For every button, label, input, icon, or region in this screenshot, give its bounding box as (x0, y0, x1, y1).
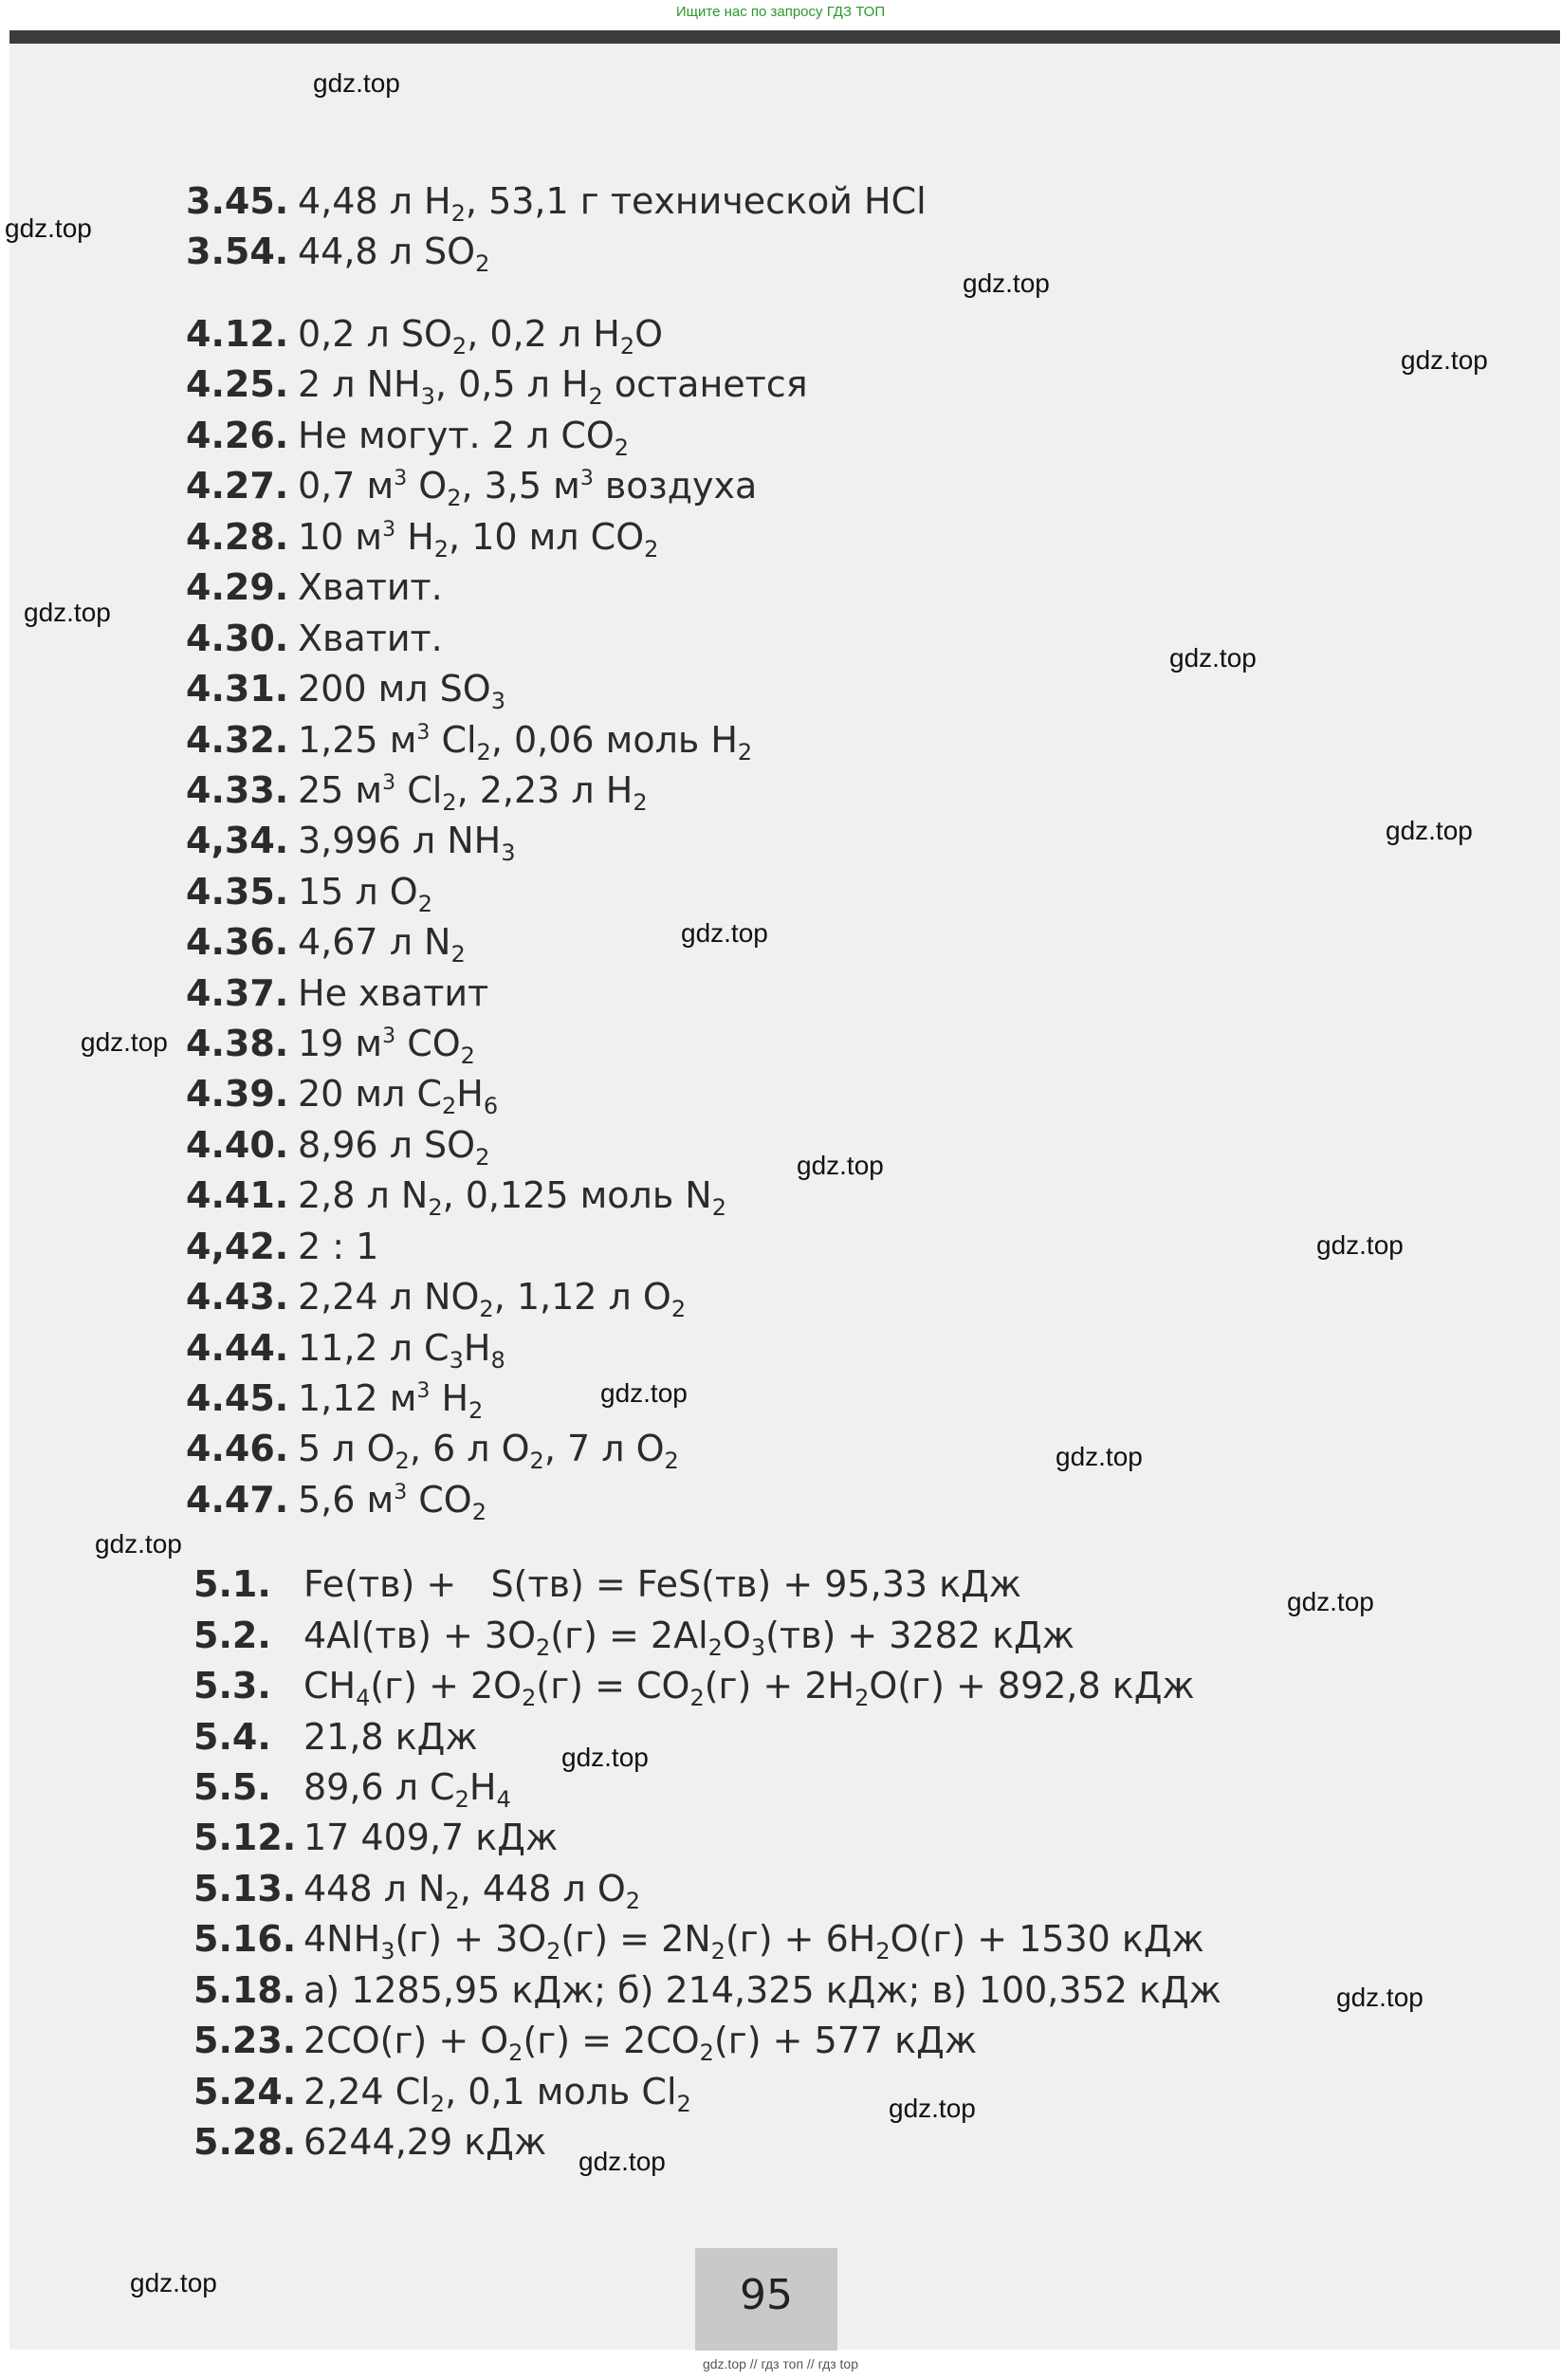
answer-text: 5,6 $м^3$ $CO_2$ (298, 1479, 487, 1525)
answer-number: 5.1. (193, 1563, 271, 1605)
answer-text: а) 1285,95 кДж; б) 214,325 кДж; в) 100,352 кДж (303, 1969, 1221, 2011)
answer-text: 1,25 $м^3$ $Cl_2$, 0,06 моль $H_2$ (298, 719, 753, 766)
answer-row (193, 2020, 978, 2066)
answer-number: 4.44. (186, 1327, 289, 1369)
answer-number: 4.38. (186, 1023, 289, 1064)
watermark-text: gdz.top (1169, 643, 1257, 673)
watermark-text: gdz.top (313, 68, 400, 98)
answer-text: 3,996 л $NH_3$ (298, 820, 516, 866)
watermark-text: gdz.top (24, 598, 111, 627)
answer-number: 4.36. (186, 921, 289, 963)
answer-row (186, 668, 505, 714)
watermark-text: gdz.top (578, 2147, 666, 2176)
answer-row (193, 1716, 478, 1758)
header-note: Ищите нас по запросу ГДЗ ТОП (675, 4, 886, 20)
answer-row (186, 1023, 475, 1069)
answer-number: 4.30. (186, 618, 289, 659)
watermark-text: gdz.top (889, 2094, 976, 2123)
answer-row (193, 1918, 1204, 1965)
answer-row (186, 719, 753, 766)
footer-note: gdz.top // гдз топ // гдз top (702, 2356, 859, 2371)
answer-row (186, 871, 432, 917)
watermark-text: gdz.top (963, 268, 1050, 298)
answer-row (193, 1868, 641, 1914)
answer-text: Fe(тв) + S(тв) = FeS(тв) + 95,33 кДж (303, 1563, 1021, 1605)
answer-text: Не хватит (298, 972, 489, 1014)
watermark-text: gdz.top (81, 1027, 168, 1057)
answer-text: 1,12 $м^3$ $H_2$ (298, 1377, 484, 1424)
answer-row (186, 820, 516, 866)
watermark-text: gdz.top (797, 1151, 884, 1180)
watermark-text: gdz.top (1287, 1587, 1374, 1616)
answer-row (186, 516, 659, 563)
answer-number: 4.43. (186, 1276, 289, 1318)
answer-row (186, 566, 443, 608)
answer-number: 5.18. (193, 1969, 297, 2011)
answer-row (186, 415, 630, 461)
answer-text: $4Al(тв) + 3O_2(г) = 2Al_2O_3(тв) + 3282$ кДж (303, 1614, 1074, 1661)
answer-text: 4,48 л $H_2$, 53,1 г технической HCl (298, 180, 927, 227)
answer-text: 6244,29 кДж (303, 2121, 547, 2163)
answer-text: 8,96 л $SO_2$ (298, 1124, 490, 1171)
answer-row (186, 363, 808, 410)
answer-text: 15 л $O_2$ (298, 871, 432, 917)
watermark-text: gdz.top (1316, 1230, 1404, 1260)
answer-row (186, 1479, 487, 1525)
answer-number: 5.12. (193, 1817, 297, 1858)
answer-number: 5.23. (193, 2020, 297, 2061)
answer-row (193, 1766, 511, 1813)
answer-row (193, 2071, 691, 2117)
answer-row (193, 2121, 546, 2163)
answer-number: 4,42. (186, 1226, 289, 1267)
page-number: 95 (740, 2271, 793, 2319)
answer-number: 4.12. (186, 313, 289, 355)
watermark-text: gdz.top (130, 2268, 217, 2297)
answer-number: 5.5. (193, 1766, 271, 1808)
answer-row (186, 231, 490, 277)
answer-text: 0,7 $м^3$ $O_2$, 3,5 $м^3$ воздуха (298, 465, 758, 511)
answer-number: 4.27. (186, 465, 289, 507)
answer-text: Хватит. (298, 566, 443, 608)
answer-number: 4.31. (186, 668, 289, 710)
answer-row (186, 1377, 484, 1424)
answer-text: 4,67 л $N_2$ (298, 921, 466, 968)
answer-text: 20 мл $C_2H_6$ (298, 1073, 499, 1119)
answer-number: 4.40. (186, 1124, 289, 1166)
answer-text: 19 $м^3$ $CO_2$ (298, 1023, 475, 1069)
answer-number: 4,34. (186, 820, 289, 861)
answer-row (186, 921, 466, 968)
answer-row (186, 180, 927, 227)
answer-number: 4.29. (186, 566, 289, 608)
answer-text: 10 $м^3$ $H_2$, 10 мл $CO_2$ (298, 516, 659, 563)
answer-text: Хватит. (298, 618, 443, 659)
watermark-text: gdz.top (1386, 816, 1473, 845)
answer-number: 5.13. (193, 1868, 297, 1910)
answer-text: 44,8 л $SO_2$ (298, 231, 490, 277)
answer-number: 3.45. (186, 180, 289, 222)
answer-text: 11,2 л $C_3H_8$ (298, 1327, 505, 1374)
answer-row (186, 313, 664, 360)
answer-text: $2CO(г) + O_2(г) = 2CO_2(г) + 577$ кДж (303, 2020, 978, 2066)
answer-row (186, 1226, 378, 1267)
answer-number: 4.28. (186, 516, 289, 558)
answer-text: 17 409,7 кДж (303, 1817, 559, 1858)
answer-number: 5.3. (193, 1665, 271, 1707)
watermark-text: gdz.top (1056, 1442, 1143, 1471)
answer-number: 5.2. (193, 1614, 271, 1656)
answer-number: 5.24. (193, 2071, 297, 2112)
answer-text: 25 $м^3$ $Cl_2$, 2,23 л $H_2$ (298, 769, 648, 816)
answer-text: 448 л $N_2$, 448 л $O_2$ (303, 1868, 641, 1914)
answer-row (186, 1124, 490, 1171)
watermark-text: gdz.top (600, 1378, 688, 1408)
answer-number: 4.41. (186, 1174, 289, 1216)
answer-number: 4.45. (186, 1377, 289, 1419)
answer-row (186, 1174, 727, 1221)
watermark-text: gdz.top (1401, 345, 1488, 375)
answer-number: 5.4. (193, 1716, 271, 1758)
answer-number: 4.37. (186, 972, 289, 1014)
answer-number: 5.28. (193, 2121, 297, 2163)
answer-row (186, 1327, 505, 1374)
answer-row (186, 972, 488, 1014)
answer-text: 0,2 л $SO_2$, 0,2 л $H_2O$ (298, 313, 664, 360)
answer-row (186, 1428, 679, 1474)
answer-row (193, 1665, 1195, 1711)
answer-number: 4.33. (186, 769, 289, 811)
answer-row (193, 1614, 1074, 1661)
answer-text: 5 л $O_2$, 6 л $O_2$, 7 л $O_2$ (298, 1428, 679, 1474)
answer-text: 2 : 1 (298, 1226, 379, 1267)
answer-row (193, 1817, 558, 1858)
answer-text: 2 л $NH_3$, 0,5 л $H_2$ останется (298, 363, 808, 410)
watermark-text: gdz.top (95, 1529, 182, 1559)
answer-row (186, 1073, 499, 1119)
watermark-text: gdz.top (5, 213, 92, 243)
answer-number: 4.47. (186, 1479, 289, 1521)
answer-row (193, 1969, 1221, 2011)
answer-number: 4.25. (186, 363, 289, 405)
watermark-text: gdz.top (561, 1743, 649, 1772)
page-number-box (695, 2248, 837, 2351)
answer-number: 4.39. (186, 1073, 289, 1115)
answer-text: $CH_4(г) + 2O_2(г) = CO_2(г) + 2H_2O(г) + 892,8$ кДж (303, 1665, 1195, 1711)
answer-number: 4.46. (186, 1428, 289, 1469)
answer-row (186, 769, 648, 816)
answer-text: Не могут. 2 л $CO_2$ (298, 415, 630, 461)
answer-text: $4NH_3(г) + 3O_2(г) = 2N_2(г) + 6H_2O(г) + 1530$ кДж (303, 1918, 1204, 1965)
answer-number: 4.35. (186, 871, 289, 913)
watermark-text: gdz.top (681, 918, 768, 948)
answer-row (186, 618, 443, 659)
answer-text: 21,8 кДж (303, 1716, 478, 1758)
answer-text: 200 мл $SO_3$ (298, 668, 505, 714)
answer-number: 4.32. (186, 719, 289, 761)
answer-row (193, 1563, 1021, 1605)
answer-text: 89,6 л $C_2H_4$ (303, 1766, 511, 1813)
answer-row (186, 465, 758, 511)
answer-text: 2,24 л $NO_2$, 1,12 л $O_2$ (298, 1276, 687, 1322)
answer-number: 3.54. (186, 231, 289, 272)
answer-text: 2,24 $Cl_2$, 0,1 моль $Cl_2$ (303, 2071, 691, 2117)
answer-text: 2,8 л $N_2$, 0,125 моль $N_2$ (298, 1174, 727, 1221)
answer-row (186, 1276, 687, 1322)
answer-number: 4.26. (186, 415, 289, 456)
answer-number: 5.16. (193, 1918, 297, 1960)
watermark-text: gdz.top (1336, 1983, 1423, 2012)
